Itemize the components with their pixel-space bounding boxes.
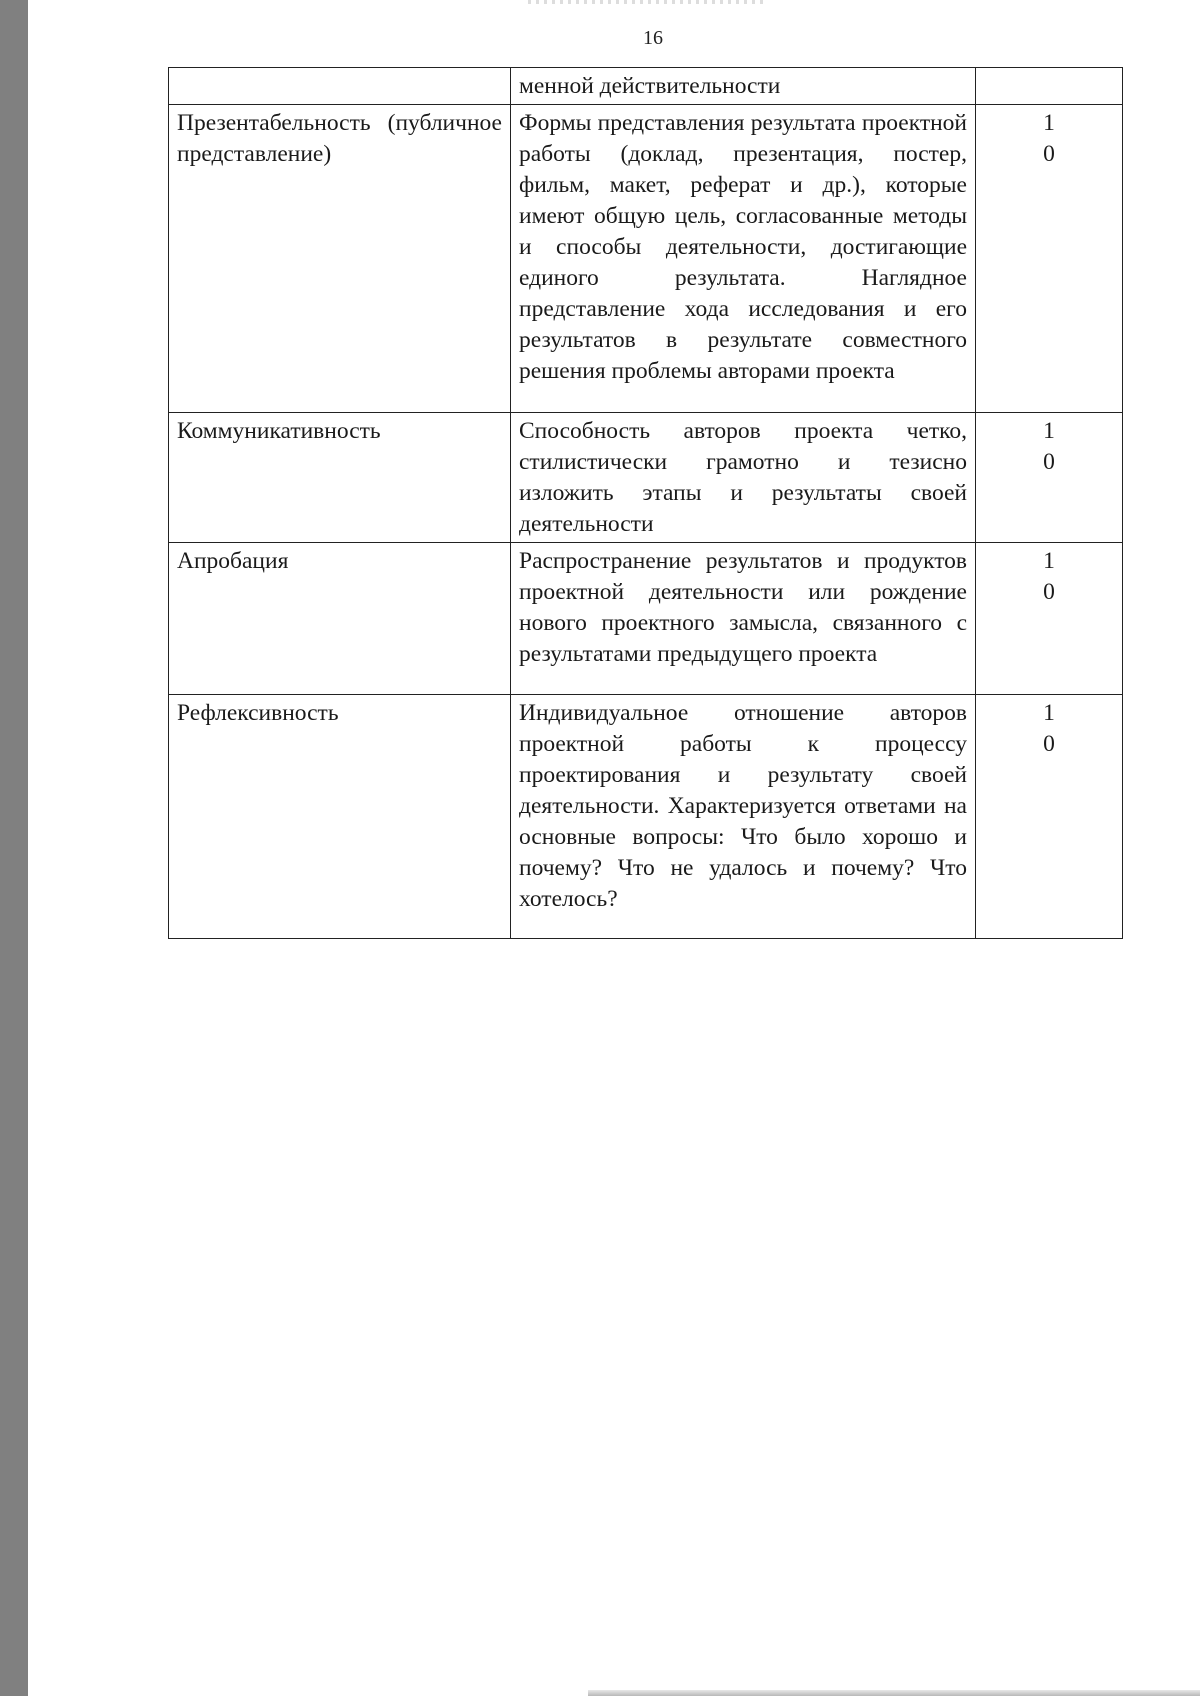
score-min: 0: [1043, 449, 1055, 475]
criterion-cell: Рефлексивность: [169, 695, 511, 939]
score-max: 1: [1043, 110, 1055, 136]
score-cell: [976, 543, 1123, 695]
criterion-cell: Коммуникативность: [169, 413, 511, 543]
scan-artifact-top: [528, 0, 768, 4]
criterion-cell: Презентабельность (публичное представление): [169, 105, 511, 413]
description-cell: Индивидуальное отношение авторов проектной работы к процессу проектирования и результату своей деятельности. Характеризуется ответами на основные вопросы: Что было хорошо и почему? Что не удалось и почему? Что хотелось?: [511, 695, 976, 939]
score-cell: [976, 68, 1123, 105]
table-row-continuation: [169, 68, 1123, 105]
description-cell: Способность авторов проекта четко, стилистически грамотно и тезисно изложить этапы и результаты своей деятельности: [511, 413, 976, 543]
description-cell: Формы представления результата проектной работы (доклад, презентация, постер, фильм, макет, реферат и др.), которые имеют общую цель, согласованные методы и способы деятельности, достигающие единого результата. Наглядное представление хода исследования и его результатов в результате совместного решения проблемы авторами проекта: [511, 105, 976, 413]
score-max: 1: [1043, 700, 1055, 726]
table-row-communicativeness: [169, 413, 1123, 543]
criterion-cell: Апробация: [169, 543, 511, 695]
table-row-presentability: [169, 105, 1123, 413]
criterion-cell: [169, 68, 511, 105]
score-min: 0: [1043, 579, 1055, 605]
table-row-approbation: [169, 543, 1123, 695]
score-min: 0: [1043, 731, 1055, 757]
page-number: 16: [643, 27, 663, 49]
score-cell: [976, 105, 1123, 413]
score-cell: [976, 413, 1123, 543]
description-cell: Распространение результатов и продуктов проектной деятельности или рождение нового проектного замысла, связанного с результатами предыдущего проекта: [511, 543, 976, 695]
description-cell: менной действительности: [511, 68, 976, 105]
score-max: 1: [1043, 548, 1055, 574]
criteria-table: [168, 67, 1123, 939]
table-row-reflexivity: [169, 695, 1123, 939]
document-page: [28, 0, 1200, 1696]
score-cell: [976, 695, 1123, 939]
score-max: 1: [1043, 418, 1055, 444]
score-min: 0: [1043, 141, 1055, 167]
scan-artifact-bottom: [588, 1690, 1200, 1696]
